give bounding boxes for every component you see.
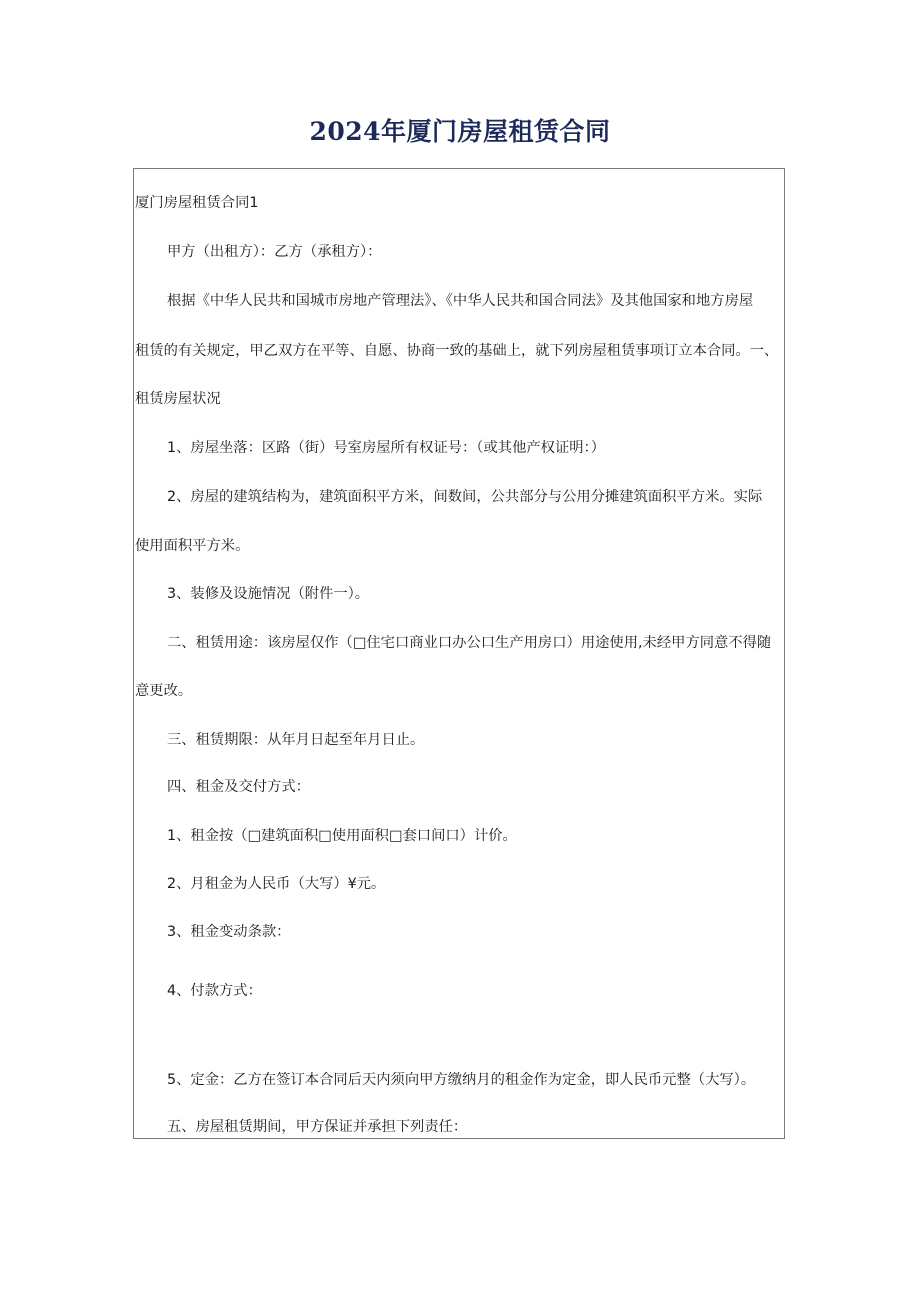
clause-term: 三、租赁期限：从年月日起至年月日止。 — [167, 732, 425, 748]
clause-rent-heading: 四、租金及交付方式： — [167, 779, 310, 795]
document-title: 2024年厦门房屋租赁合同 — [309, 117, 611, 146]
clause-monthly-rent: 2、月租金为人民币（大写）¥元。 — [167, 876, 386, 892]
clause-structure-cont: 使用面积平方米。 — [135, 538, 250, 554]
preamble-line-3: 租赁房屋状况 — [135, 391, 221, 407]
clause-rent-basis: 1、租金按（□建筑面积□使用面积□套口间口）计价。 — [167, 828, 517, 844]
clause-structure: 2、房屋的建筑结构为，建筑面积平方米，间数间，公共部分与公用分摊建筑面积平方米。实际 — [167, 489, 763, 505]
preamble-line-2: 租赁的有关规定，甲乙双方在平等、自愿、协商一致的基础上，就下列房屋租赁事项订立本合同。一、 — [135, 343, 779, 359]
clause-usage-cont: 意更改。 — [135, 683, 193, 699]
clause-lessor-duties: 五、房屋租赁期间，甲方保证并承担下列责任： — [167, 1119, 468, 1135]
clause-deposit: 5、定金：乙方在签订本合同后天内须向甲方缴纳月的租金作为定金，即人民币元整（大写）。 — [167, 1072, 756, 1088]
preamble-line-1: 根据《中华人民共和国城市房地产管理法》、《中华人民共和国合同法》及其他国家和地方房屋 — [167, 293, 754, 309]
clause-decoration: 3、装修及设施情况（附件一）。 — [167, 586, 370, 602]
clause-rent-change: 3、租金变动条款： — [167, 924, 291, 940]
parties-line: 甲方（出租方）：乙方（承租方）： — [167, 244, 382, 260]
clause-usage: 二、租赁用途：该房屋仅作（□住宅口商业口办公口生产用房口）用途使用,未经甲方同意不得随 — [167, 635, 772, 651]
clause-location: 1、房屋坐落：区路（街）号室房屋所有权证号：（或其他产权证明：） — [167, 440, 605, 456]
clause-payment-method: 4、付款方式： — [167, 983, 262, 999]
section-heading: 厦门房屋租赁合同1 — [135, 195, 259, 211]
